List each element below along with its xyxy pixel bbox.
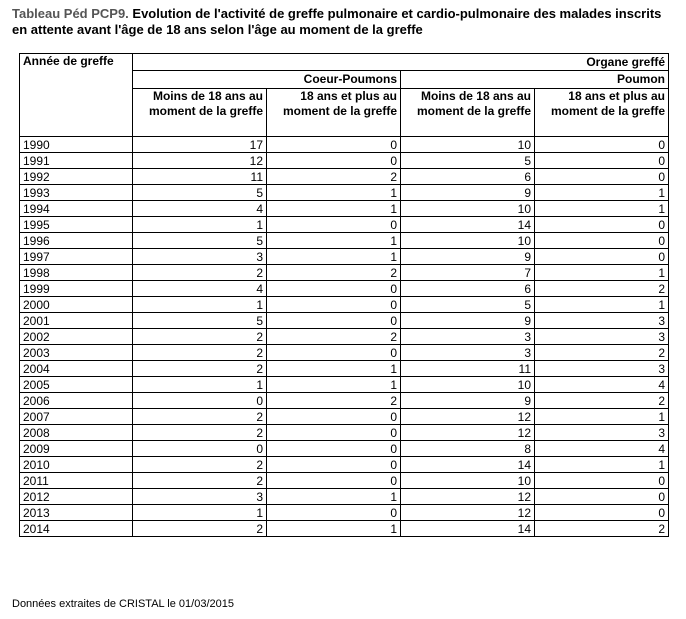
table-row bbox=[20, 521, 669, 537]
value-cell: 5 bbox=[401, 153, 535, 169]
value-cell: 6 bbox=[401, 281, 535, 297]
value-cell: 0 bbox=[535, 249, 669, 265]
value-cell: 5 bbox=[133, 313, 267, 329]
value-cell: 3 bbox=[401, 345, 535, 361]
year-cell: 1992 bbox=[20, 169, 133, 185]
value-cell: 2 bbox=[133, 521, 267, 537]
value-cell: 1 bbox=[133, 505, 267, 521]
value-cell: 2 bbox=[535, 281, 669, 297]
organ-header: Organe greffé bbox=[133, 54, 669, 71]
value-cell: 5 bbox=[133, 233, 267, 249]
value-cell: 1 bbox=[535, 297, 669, 313]
value-cell: 2 bbox=[535, 345, 669, 361]
year-cell: 2001 bbox=[20, 313, 133, 329]
year-cell: 1998 bbox=[20, 265, 133, 281]
value-cell: 1 bbox=[267, 201, 401, 217]
value-cell: 10 bbox=[401, 233, 535, 249]
year-cell: 2014 bbox=[20, 521, 133, 537]
group-header-poumon: Poumon bbox=[401, 71, 669, 89]
table-row bbox=[20, 473, 669, 489]
year-cell: 2003 bbox=[20, 345, 133, 361]
transplant-activity-table bbox=[19, 53, 669, 537]
value-cell: 10 bbox=[401, 377, 535, 393]
value-cell: 0 bbox=[133, 393, 267, 409]
value-cell: 8 bbox=[401, 441, 535, 457]
table-row bbox=[20, 137, 669, 153]
value-cell: 0 bbox=[267, 473, 401, 489]
value-cell: 14 bbox=[401, 457, 535, 473]
value-cell: 2 bbox=[133, 473, 267, 489]
value-cell: 9 bbox=[401, 393, 535, 409]
value-cell: 10 bbox=[401, 201, 535, 217]
table-row bbox=[20, 201, 669, 217]
value-cell: 1 bbox=[133, 377, 267, 393]
source-note: Données extraites de CRISTAL le 01/03/2015 bbox=[12, 598, 234, 610]
table-title-text: Evolution de l'activité de greffe pulmonaire et cardio-pulmonaire des malades inscrits en attente avant l'âge de 18 ans selon l'âge au moment de la greffe bbox=[12, 6, 662, 37]
year-cell: 2008 bbox=[20, 425, 133, 441]
value-cell: 3 bbox=[535, 361, 669, 377]
year-cell: 2004 bbox=[20, 361, 133, 377]
year-cell: 1990 bbox=[20, 137, 133, 153]
value-cell: 1 bbox=[133, 217, 267, 233]
value-cell: 0 bbox=[535, 473, 669, 489]
value-cell: 0 bbox=[267, 217, 401, 233]
year-cell: 1997 bbox=[20, 249, 133, 265]
value-cell: 10 bbox=[401, 137, 535, 153]
value-cell: 1 bbox=[535, 409, 669, 425]
value-cell: 1 bbox=[267, 521, 401, 537]
value-cell: 9 bbox=[401, 185, 535, 201]
value-cell: 2 bbox=[133, 409, 267, 425]
year-cell: 2000 bbox=[20, 297, 133, 313]
value-cell: 2 bbox=[267, 169, 401, 185]
table-row bbox=[20, 377, 669, 393]
value-cell: 0 bbox=[535, 233, 669, 249]
year-cell: 2005 bbox=[20, 377, 133, 393]
value-cell: 3 bbox=[535, 425, 669, 441]
value-cell: 0 bbox=[267, 281, 401, 297]
value-cell: 0 bbox=[267, 457, 401, 473]
year-cell: 2006 bbox=[20, 393, 133, 409]
value-cell: 14 bbox=[401, 521, 535, 537]
value-cell: 2 bbox=[535, 521, 669, 537]
value-cell: 12 bbox=[401, 489, 535, 505]
value-cell: 3 bbox=[401, 329, 535, 345]
table-row bbox=[20, 169, 669, 185]
value-cell: 12 bbox=[401, 409, 535, 425]
table-row bbox=[20, 489, 669, 505]
value-cell: 14 bbox=[401, 217, 535, 233]
table-row bbox=[20, 265, 669, 281]
value-cell: 6 bbox=[401, 169, 535, 185]
value-cell: 4 bbox=[535, 377, 669, 393]
value-cell: 2 bbox=[133, 329, 267, 345]
value-cell: 12 bbox=[401, 425, 535, 441]
value-cell: 1 bbox=[535, 457, 669, 473]
value-cell: 1 bbox=[133, 297, 267, 313]
table-row bbox=[20, 457, 669, 473]
value-cell: 1 bbox=[267, 233, 401, 249]
value-cell: 3 bbox=[133, 489, 267, 505]
table-title bbox=[12, 6, 678, 38]
year-cell: 1994 bbox=[20, 201, 133, 217]
value-cell: 2 bbox=[133, 457, 267, 473]
year-cell: 2013 bbox=[20, 505, 133, 521]
table-row bbox=[20, 217, 669, 233]
subheader-cp-18-plus: 18 ans et plus au moment de la greffe bbox=[267, 89, 401, 137]
table-row bbox=[20, 153, 669, 169]
table-row bbox=[20, 233, 669, 249]
value-cell: 12 bbox=[401, 505, 535, 521]
subheader-p-18-plus: 18 ans et plus au moment de la greffe bbox=[535, 89, 669, 137]
year-cell: 2002 bbox=[20, 329, 133, 345]
table-row bbox=[20, 409, 669, 425]
value-cell: 11 bbox=[133, 169, 267, 185]
table-row bbox=[20, 329, 669, 345]
value-cell: 0 bbox=[267, 441, 401, 457]
value-cell: 9 bbox=[401, 249, 535, 265]
value-cell: 0 bbox=[267, 345, 401, 361]
value-cell: 2 bbox=[133, 361, 267, 377]
year-column-header: Année de greffe bbox=[20, 54, 133, 137]
table-row bbox=[20, 425, 669, 441]
value-cell: 1 bbox=[535, 201, 669, 217]
year-cell: 2010 bbox=[20, 457, 133, 473]
value-cell: 7 bbox=[401, 265, 535, 281]
table-row bbox=[20, 441, 669, 457]
value-cell: 2 bbox=[133, 345, 267, 361]
table-row bbox=[20, 297, 669, 313]
value-cell: 1 bbox=[267, 185, 401, 201]
table-row bbox=[20, 249, 669, 265]
value-cell: 2 bbox=[535, 393, 669, 409]
year-cell: 1993 bbox=[20, 185, 133, 201]
year-cell: 1995 bbox=[20, 217, 133, 233]
value-cell: 2 bbox=[133, 425, 267, 441]
value-cell: 0 bbox=[535, 153, 669, 169]
value-cell: 2 bbox=[267, 265, 401, 281]
value-cell: 10 bbox=[401, 473, 535, 489]
year-cell: 1991 bbox=[20, 153, 133, 169]
group-header-coeur-poumons: Coeur-Poumons bbox=[133, 71, 401, 89]
year-cell: 2012 bbox=[20, 489, 133, 505]
table-row bbox=[20, 313, 669, 329]
value-cell: 4 bbox=[133, 201, 267, 217]
subheader-cp-under-18: Moins de 18 ans au moment de la greffe bbox=[133, 89, 267, 137]
value-cell: 3 bbox=[535, 329, 669, 345]
value-cell: 0 bbox=[267, 137, 401, 153]
value-cell: 5 bbox=[401, 297, 535, 313]
value-cell: 0 bbox=[267, 505, 401, 521]
table-row bbox=[20, 345, 669, 361]
year-cell: 2011 bbox=[20, 473, 133, 489]
value-cell: 0 bbox=[267, 409, 401, 425]
value-cell: 17 bbox=[133, 137, 267, 153]
value-cell: 0 bbox=[267, 313, 401, 329]
table-title-prefix: Tableau Péd PCP9. bbox=[12, 6, 129, 21]
value-cell: 1 bbox=[267, 489, 401, 505]
value-cell: 0 bbox=[535, 137, 669, 153]
table-row bbox=[20, 393, 669, 409]
table-row bbox=[20, 281, 669, 297]
value-cell: 0 bbox=[535, 169, 669, 185]
value-cell: 12 bbox=[133, 153, 267, 169]
value-cell: 0 bbox=[267, 425, 401, 441]
value-cell: 5 bbox=[133, 185, 267, 201]
value-cell: 0 bbox=[535, 505, 669, 521]
value-cell: 0 bbox=[267, 297, 401, 313]
value-cell: 0 bbox=[535, 217, 669, 233]
table-row bbox=[20, 505, 669, 521]
value-cell: 1 bbox=[535, 185, 669, 201]
table-body bbox=[20, 137, 669, 537]
value-cell: 0 bbox=[535, 489, 669, 505]
value-cell: 2 bbox=[267, 393, 401, 409]
value-cell: 3 bbox=[133, 249, 267, 265]
value-cell: 2 bbox=[267, 329, 401, 345]
value-cell: 3 bbox=[535, 313, 669, 329]
value-cell: 2 bbox=[133, 265, 267, 281]
value-cell: 1 bbox=[267, 377, 401, 393]
year-cell: 2007 bbox=[20, 409, 133, 425]
table-row bbox=[20, 185, 669, 201]
value-cell: 0 bbox=[133, 441, 267, 457]
value-cell: 11 bbox=[401, 361, 535, 377]
value-cell: 1 bbox=[535, 265, 669, 281]
subheader-p-under-18: Moins de 18 ans au moment de la greffe bbox=[401, 89, 535, 137]
year-cell: 1999 bbox=[20, 281, 133, 297]
value-cell: 0 bbox=[267, 153, 401, 169]
value-cell: 1 bbox=[267, 249, 401, 265]
year-cell: 1996 bbox=[20, 233, 133, 249]
value-cell: 1 bbox=[267, 361, 401, 377]
value-cell: 4 bbox=[133, 281, 267, 297]
value-cell: 4 bbox=[535, 441, 669, 457]
value-cell: 9 bbox=[401, 313, 535, 329]
year-cell: 2009 bbox=[20, 441, 133, 457]
table-row bbox=[20, 361, 669, 377]
